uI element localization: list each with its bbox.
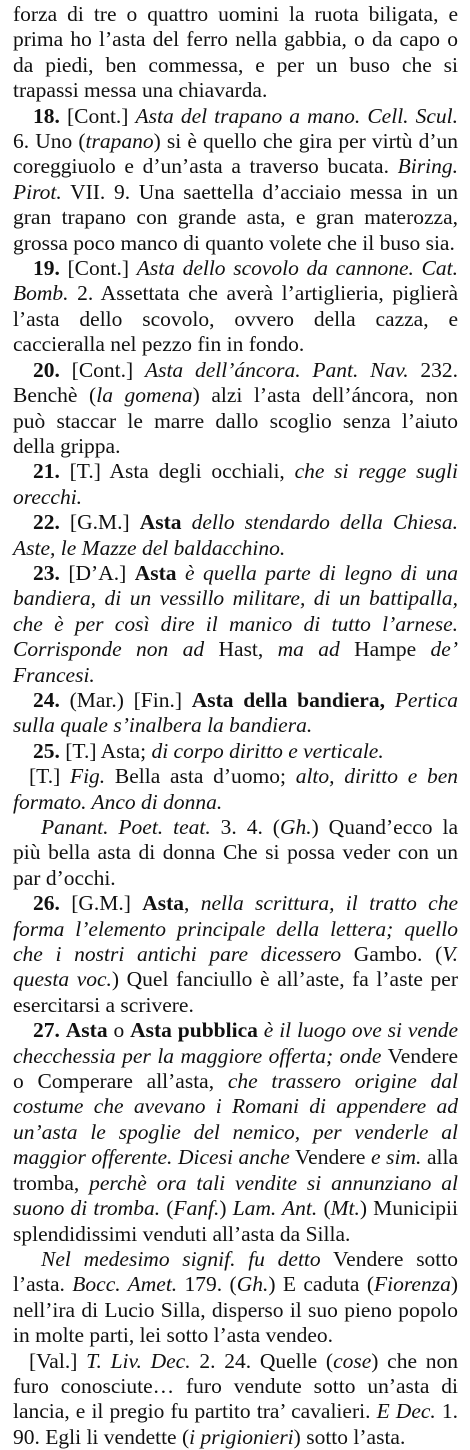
text-run: cose — [333, 1348, 372, 1373]
text-run: (Mar.) [Fin.] — [59, 687, 192, 712]
text-run: ( — [317, 1196, 331, 1221]
text-run: 20. — [33, 357, 60, 382]
text-run: Hampe — [339, 637, 431, 662]
text-run: , — [184, 891, 201, 916]
text-run: 1. 90. Egli li vendette ( — [13, 1399, 459, 1449]
text-run: V. questa voc. — [13, 942, 458, 992]
text-run: ) che non furo conosciute… furo vendute sotto un’asta di lancia, e il pregio fu partito tra’ cavalieri. — [13, 1348, 459, 1424]
text-run: Hast, — [204, 637, 278, 662]
entry-26 — [13, 891, 458, 1018]
text-run: ( — [160, 1196, 174, 1221]
text-run: Gambo. ( — [341, 942, 443, 967]
text-run: Bella asta d’uomo; — [105, 764, 296, 789]
entry-27 — [13, 1018, 458, 1247]
text-run: 19. — [33, 256, 60, 281]
text-run: Bocc. Amet. — [72, 1272, 178, 1297]
text-run: ) Quel fanciullo è all’aste, fa l’aste per esercitarsi a scrivere. — [13, 967, 459, 1017]
text-run: di corpo diritto e verticale. — [151, 738, 384, 763]
text-run — [177, 561, 185, 585]
text-run: è il luogo ove si vende checchessia per la maggiore offerta; onde — [13, 1018, 458, 1068]
text-run: [D’A.] — [59, 560, 135, 585]
text-run: che trassero origine dal costume che avevano i Romani di appendere ad un’asta le spoglie del nemico, per venderle al maggior offerente. Dicesi anche — [13, 1069, 458, 1170]
text-run: ) — [219, 1196, 233, 1221]
entry-21 — [13, 459, 458, 510]
text-run: [G.M.] — [59, 510, 140, 535]
text-run: 232. Benchè ( — [13, 357, 458, 408]
text-run: [T.] Asta degli occhiali, — [59, 459, 295, 484]
text-run: Fig. — [69, 764, 106, 789]
entry-24 — [13, 688, 458, 739]
text-run: Asta dell’áncora. Pant. Nav. — [144, 357, 409, 382]
text-run: Mt. — [330, 1196, 360, 1221]
text-run: T. Liv. Dec. — [86, 1348, 191, 1373]
entry-25-figurative — [13, 764, 458, 815]
text-run: 3. 4. ( — [210, 815, 280, 839]
text-run: Asta — [139, 510, 182, 535]
entry-18 — [13, 104, 458, 256]
entry-27-citation — [13, 1349, 458, 1450]
text-run: de’ Francesi. — [13, 637, 458, 687]
entry-23 — [13, 561, 458, 688]
text-run: [T.] — [29, 764, 70, 789]
text-run: Fanf. — [173, 1196, 220, 1221]
text-run: ) Quand’ecco la più bella asta di donna Che si possa veder con un par d’occhi. — [13, 815, 458, 890]
entry-25-citation — [13, 815, 458, 891]
text-run: 25. — [33, 738, 60, 763]
text-run: Biring. Pirot. — [13, 154, 458, 204]
text-run: 24. — [33, 687, 60, 712]
entry-22 — [13, 510, 458, 561]
text-run: Panant. Poet. teat. — [41, 815, 211, 839]
text-run: è quella parte di legno di una bandiera, di un vessillo militare, di un battipalla, che è per così dire il manico di tutto l’arnese. Corrisponde non ad — [13, 560, 458, 662]
text-run: Asta del trapano a mano. Cell. Scul. — [135, 103, 459, 128]
text-run: Asta — [134, 560, 177, 585]
text-run: la gomena — [96, 383, 193, 408]
text-run: perchè ora tali vendite si annunziano al suono di tromba. — [13, 1170, 458, 1221]
text-run: E Dec. — [376, 1399, 436, 1424]
text-run: VII. 9. Una saettella d’acciaio messa in un gran trapano con grande asta, e gran materozza, grossa poco manco di quanto volete che il buso sia. — [13, 179, 458, 255]
text-run: ) sotto l’asta. — [293, 1424, 406, 1449]
text-run: ) E caduta ( — [268, 1272, 374, 1297]
text-run: [Cont.] — [59, 103, 136, 128]
text-run: Pertica sulla quale s’inalbera la bandiera. — [13, 687, 458, 738]
text-run: forza di tre o quattro uomini la ruota biligata, e prima ho l’asta del ferro nella gabbia, o da capo o da piedi, ben commessa, e per un buso che si trapassi messa una chiavarda. — [13, 2, 458, 103]
text-run: [G.M.] — [59, 891, 143, 916]
text-run: Asta dello scovolo da cannone. Cat. Bomb. — [13, 256, 458, 306]
entry-25 — [13, 739, 458, 764]
text-run — [182, 510, 192, 534]
text-run: che si regge sugli orecchi. — [13, 459, 458, 509]
text-run: [Val.] — [29, 1348, 87, 1373]
text-run: 2. Assettata che averà l’artiglieria, piglierà l’asta dello scovolo, ovvero della cazza, e caccieralla nel pezzo fin in fondo. — [13, 281, 458, 357]
text-run: 2. 24. Quelle ( — [190, 1348, 334, 1373]
text-run: o — [107, 1018, 131, 1043]
text-run: 18. — [33, 103, 60, 128]
text-run: Nel medesimo signif. fu detto — [41, 1246, 321, 1271]
text-run: Lam. Ant. — [232, 1196, 318, 1221]
text-run: 27. — [33, 1018, 60, 1043]
text-run: dello stendardo della Chiesa. Aste, le Mazze del baldacchino. — [13, 510, 459, 560]
text-run: Vendere sotto l’asta. — [13, 1246, 459, 1297]
text-run: Asta — [142, 891, 185, 916]
text-run: trapano — [85, 129, 154, 154]
text-run: ma ad — [277, 637, 340, 662]
text-run: 23. — [33, 560, 60, 585]
text-run: ) si è quello che gira per virtù d’un coreggiuolo e d’un’asta a traverso bucata. — [13, 129, 458, 179]
text-run: ) Municipii splendidissimi venduti all’asta da Silla. — [13, 1196, 458, 1246]
text-run: ) nell’ira di Lucio Silla, disperso il suo pieno popolo in molte parti, lei sotto l’asta vendeo. — [13, 1272, 458, 1348]
text-run: 179. ( — [177, 1272, 237, 1297]
text-run: e sim. — [371, 1145, 422, 1170]
entry-19 — [13, 256, 458, 358]
text-run: Vendere — [289, 1145, 372, 1170]
text-run: [Cont.] — [59, 357, 145, 382]
text-run: 22. — [33, 510, 60, 535]
text-run: 6. Uno ( — [13, 129, 86, 154]
text-run — [385, 688, 395, 712]
text-run: Asta — [65, 1018, 108, 1043]
entry-20 — [13, 358, 458, 460]
text-run: Gh. — [279, 815, 312, 839]
text-run: 21. — [33, 459, 60, 484]
text-run: 26. — [33, 891, 60, 916]
text-run: Gh. — [236, 1272, 269, 1297]
text-run: alla tromba, — [13, 1145, 458, 1195]
text-run: Asta della bandiera, — [191, 687, 385, 712]
text-run: Asta pubblica — [130, 1018, 258, 1043]
text-run: alto, diritto e ben formato. Anco di donna. — [13, 764, 459, 814]
text-run: Fiorenza — [373, 1272, 451, 1297]
entry-continuation — [13, 2, 458, 104]
text-run: Vendere o Comperare all’asta, — [13, 1043, 458, 1094]
text-run: ) alzi l’asta dell’áncora, non può staccar le marre dallo scoglio senza l’aiuto della grippa. — [13, 383, 458, 458]
text-run: [Cont.] — [59, 256, 137, 281]
text-run: nella scrittura, il tratto che forma l’elemento principale della lettera; quello che i nostri antichi pare dicessero — [13, 891, 459, 967]
entry-27-same-sense — [13, 1247, 458, 1349]
text-run: i prigionieri — [189, 1424, 294, 1449]
text-run: [T.] Asta; — [59, 738, 152, 763]
